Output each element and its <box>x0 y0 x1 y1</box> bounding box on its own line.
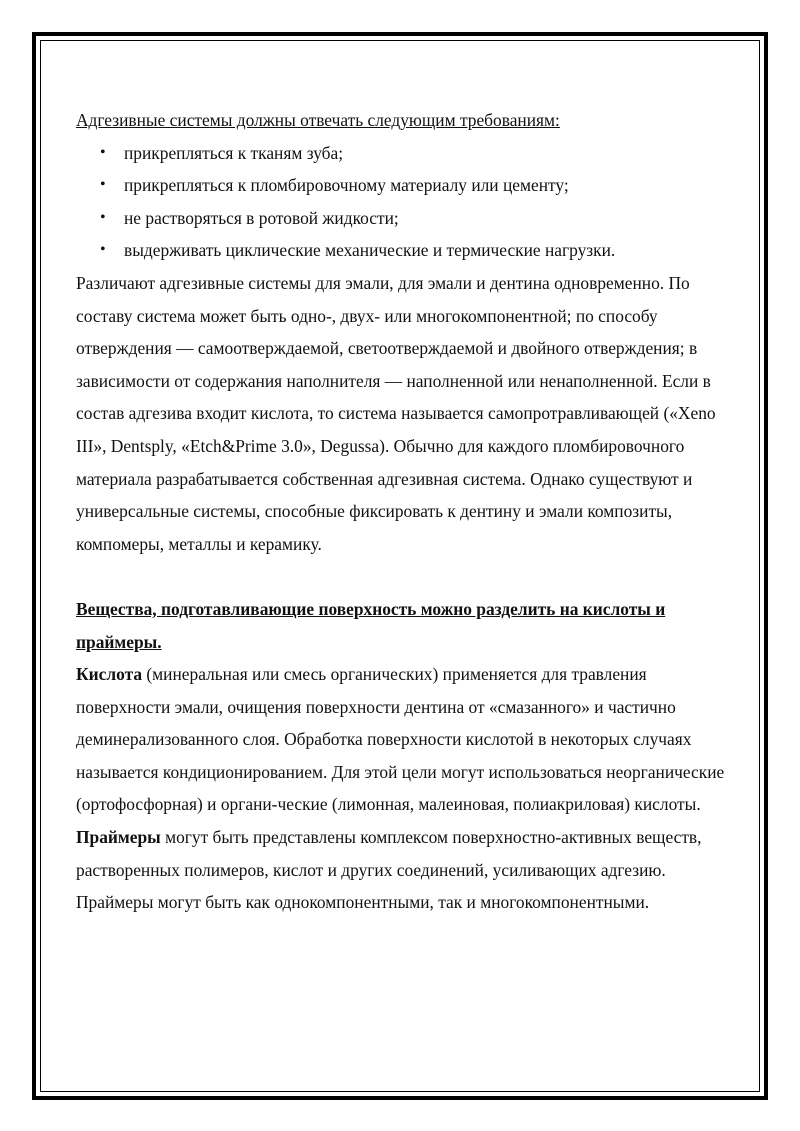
primers-text: могут быть представлены комплексом поверхностно-активных веществ, растворенных полимеров, кислот и других соединений, усиливающих адгезию. Праймеры могут быть как однокомпонентными, так и многокомпонентными. <box>76 827 702 913</box>
list-item <box>76 202 736 235</box>
bullet-icon: • <box>100 176 106 194</box>
paragraph-spacer <box>76 560 736 593</box>
requirements-list <box>76 137 736 267</box>
list-item-text: прикрепляться к пломбировочному материалу или цементу; <box>124 175 569 196</box>
intro-heading: Адгезивные системы должны отвечать следующим требованиям: <box>76 110 560 130</box>
acid-text: (минеральная или смесь органических) применяется для травления поверхности эмали, очищения поверхности дентина от «смазанного» и частично деминерализованного слоя. Обработка поверхности кислотой в некоторых случаях называется кондиционированием. Для этой цели могут использоваться неорганические (ортофосфорная) и органи-ческие (лимонная, малеиновая, полиакриловая) кислоты. <box>76 664 725 815</box>
list-item-text: прикрепляться к тканям зуба; <box>124 142 344 163</box>
bullet-icon: • <box>100 241 106 259</box>
acid-term: Кислота <box>76 664 143 685</box>
list-item-text: выдерживать циклические механические и термические нагрузки. <box>124 240 616 261</box>
primers-term: Праймеры <box>76 827 161 848</box>
list-item <box>76 169 736 202</box>
bullet-icon: • <box>100 208 106 226</box>
section-heading: Вещества, подготавливающие поверхность можно разделить на кислоты и праймеры. <box>76 598 666 652</box>
primers-paragraph <box>76 821 736 919</box>
list-item-text: не растворяться в ротовой жидкости; <box>124 207 399 228</box>
classification-paragraph: Различают адгезивные системы для эмали, для эмали и дентина одновременно. По составу система может быть одно-, двух- или многокомпонентной; по способу отверждения — самоотверждаемой, светоотверждаемой и двойного отверждения; в зависимости от содержания наполнителя — наполненной или ненаполненной. Если в состав адгезива входит кислота, то система называется самопротравливающей («Xeno III», Dentsply, «Etch&Prime 3.0», Degussa). Обычно для каждого пломбировочного материала разрабатывается собственная адгезивная система. Однако существуют и универсальные системы, способные фиксировать к дентину и эмали композиты, компомеры, металлы и керамику. <box>76 272 716 554</box>
document-body <box>76 104 736 919</box>
acid-paragraph <box>76 658 736 821</box>
list-item <box>76 234 736 267</box>
bullet-icon: • <box>100 143 106 161</box>
list-item <box>76 137 736 170</box>
